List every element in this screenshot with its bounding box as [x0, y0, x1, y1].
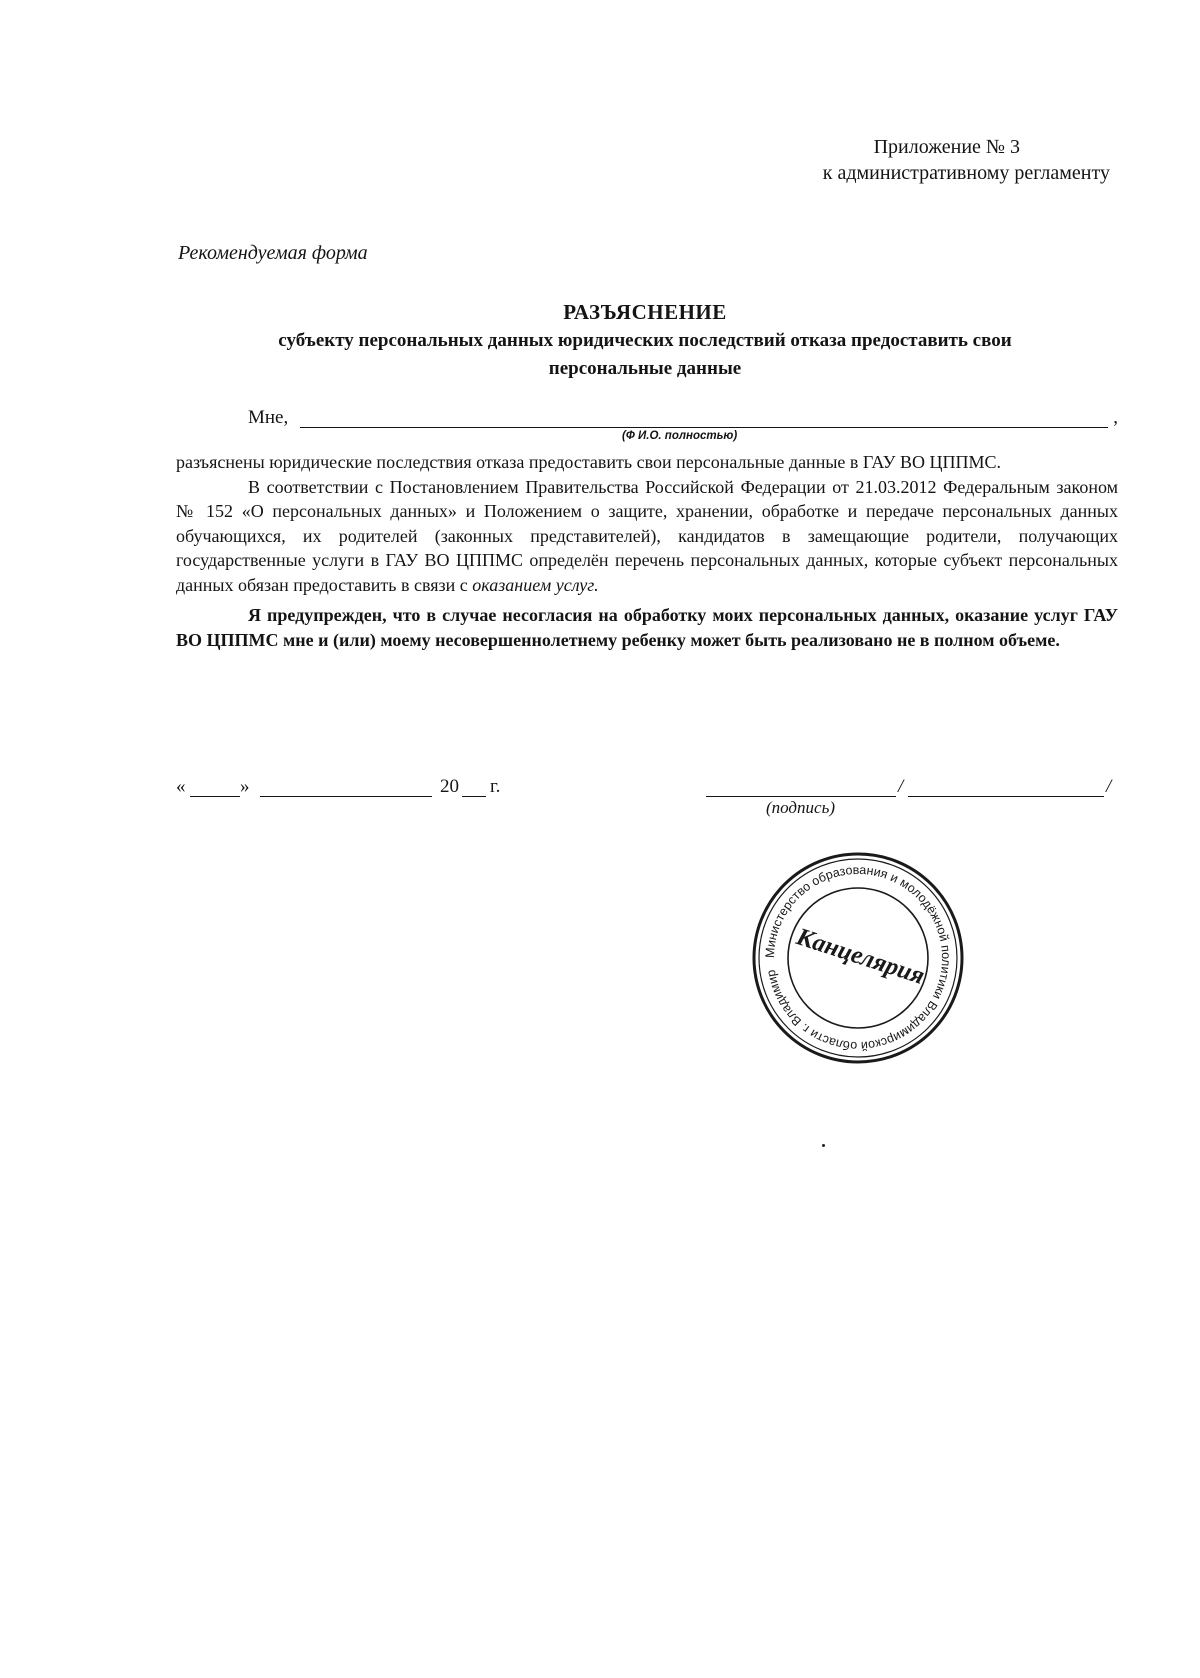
- signature-name-blank[interactable]: [908, 776, 1104, 797]
- date-year-blank[interactable]: [462, 776, 486, 797]
- office-stamp: [748, 848, 968, 1068]
- date-open-quote: «: [176, 776, 186, 797]
- body-text: [176, 450, 1118, 652]
- date-row: [176, 776, 556, 804]
- date-year-suffix: г.: [490, 776, 501, 797]
- appendix-reference: к административному регламенту: [822, 162, 1110, 184]
- date-year-prefix: 20: [440, 776, 459, 797]
- signature-slash-2: /: [1106, 776, 1112, 797]
- name-field-blank[interactable]: [300, 427, 1108, 428]
- body-paragraph-3: Я предупрежден, что в случае несогласия на обработку моих персональных данных, оказание услуг ГАУ ВО ЦППМС мне и (или) моему несовершеннолетнему ребенку может быть реализовано не в полном объеме.: [176, 605, 1118, 650]
- body-paragraph-2: [176, 475, 1118, 598]
- date-month-blank[interactable]: [260, 776, 432, 797]
- date-day-blank[interactable]: [190, 776, 240, 797]
- stamp-ring-text: Министерство образования и молодёжной политики Владимирской области г. Владимир: [762, 862, 954, 1054]
- name-field-label: Мне,: [248, 407, 289, 428]
- document-title: РАЗЪЯСНЕНИЕ: [563, 300, 727, 324]
- appendix-number: Приложение № 3: [873, 136, 1020, 158]
- stamp-center-text: Канцелярия: [793, 923, 928, 990]
- date-close-quote: »: [240, 776, 250, 797]
- body-paragraph-2-main: В соответствии с Постановлением Правительства Российской Федерации от 21.03.2012 Федеральным законом № 152 «О персональных данных» и Положением о защите, хранении, обработке и передаче персональных данных обучающихся, их родителей (законных представителей), кандидатов в замещающие родители, получающих государственные услуги в ГАУ ВО ЦППМС определён перечень персональных данных, которые субъект персональных данных обязан предоставить в связи с: [176, 476, 1118, 595]
- name-field-caption: (Ф И.О. полностью): [622, 430, 738, 442]
- signature-slash-1: /: [898, 776, 904, 797]
- signature-caption: (подпись): [766, 798, 835, 817]
- document-subtitle-line1: субъекту персональных данных юридических последствий отказа предоставить свои: [278, 330, 1012, 351]
- signature-blank[interactable]: [706, 776, 896, 797]
- appendix-header: [823, 134, 1110, 186]
- document-title-block: [170, 298, 1120, 382]
- body-paragraph-1: разъяснены юридические последствия отказа предоставить свои персональные данные в ГАУ ВО ЦППМС.: [176, 452, 1002, 472]
- body-paragraph-2-italic: оказанием услуг.: [472, 574, 599, 595]
- name-field-comma: ,: [1113, 407, 1118, 428]
- document-subtitle-line2: персональные данные: [548, 358, 742, 379]
- recommended-form-note: Рекомендуемая форма: [178, 242, 368, 264]
- stray-dot: [822, 1144, 825, 1147]
